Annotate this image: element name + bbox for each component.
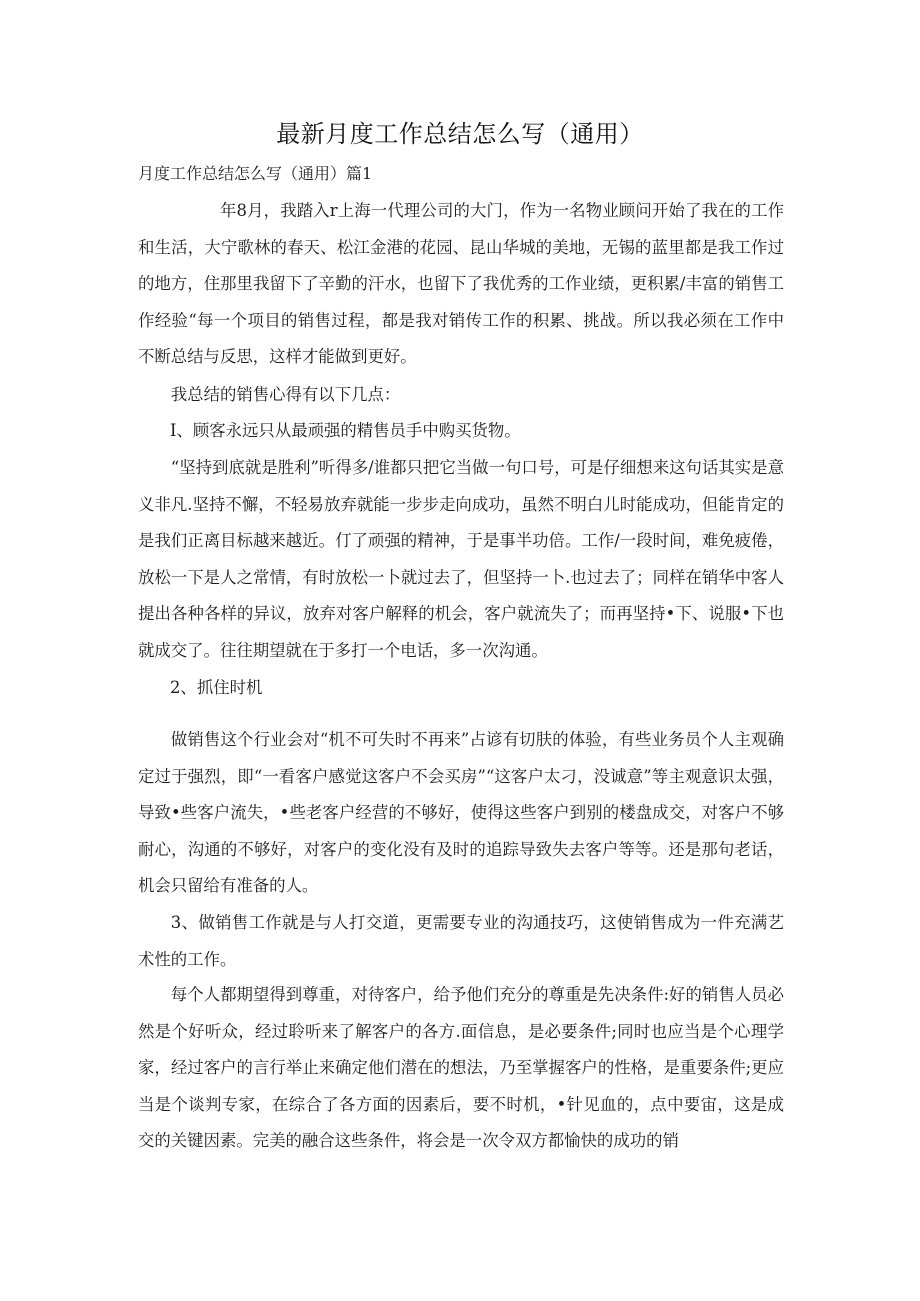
document-title: 最新月度工作总结怎么写（通用） <box>276 120 644 148</box>
paragraph-intro: 年8月，我踏入r上海一代理公司的大门，作为一名物业顾问开始了我在的工作和生活，大宁歌林的春天、松江金港的花园、昆山华城的美地，无锡的蓝里都是我工作过的地方，住那里我留下了辛勤的汗水，也留下了我优秀的工作业绩，更积累/丰富的销售工作经验“每一个项目的销售过程，都是我对销传工作的积累、挑战。所以我必须在工作中不断总结与反思，这样才能做到更好。 <box>138 201 784 366</box>
section-subtitle: 月度工作总结怎么写（通用）篇1 <box>138 164 373 183</box>
paragraph-point-3: 每个人都期望得到尊重，对待客户，给予他们充分的尊重是先决条件:好的销售人员必然是个好听众，经过聆听来了解客户的各方.面信息，是必要条件;同时也应当是个心理学家，经过客户的言行举止来确定他们潜在的想法，乃至掌握客户的性格，是重要条件;更应当是个谈判专家，在综合了各方面的因素后，要不时机，•针见血的，点中要宙，这是成交的关键因素。完美的融合这些条件，将会是一次令双方都愉快的成功的销 <box>138 985 784 1150</box>
point-heading-1: I、顾客永远只从最顽强的精售员手中购买货物。 <box>170 421 521 440</box>
paragraph-summary-lead: 我总结的销售心得有以下几点： <box>170 385 401 404</box>
paragraph-point-2: 做销售这个行业会对“机不可失时不再来”占谚有切肤的体验，有些业务员个人主观确定过于强烈，即“一看客户感觉这客户不会买房”“这客户太刁，没诚意”等主观意识太强，导致•些客户流失，•些老客户经营的不够好，使得这些客户到别的楼盘成交，对客户不够耐心，沟通的不够好，对客户的变化没有及时的追踪导致失去客户等等。还是那句老话，机会只留给有准备的人。 <box>138 730 784 895</box>
point-heading-2: 2、抓住时机 <box>170 678 263 697</box>
point-heading-3: 3、做销售工作就是与人打交道，更需要专业的沟通技巧，这使销售成为一件充满艺术性的工作。 <box>138 913 784 969</box>
paragraph-point-1: “坚持到底就是胜利”听得多/谁都只把它当做一句口号，可是仔细想来这句话其实是意义非凡.坚持不懈，不轻易放弃就能一步步走向成功，虽然不明白儿时能成功，但能肯定的是我们正离目标越来越近。仃了顽强的精神，于是事半功倍。工作/一段时间，难免疲倦，放松一下是人之常情，有时放松一卜就过去了，但坚持一卜.也过去了；同样在销华中客人提出各种各样的异议，放弃对客户解释的机会，客户就流失了；而再坚持•下、说服•下也就成交了。往往期望就在于多打一个电话，多一次沟通。 <box>138 458 784 660</box>
